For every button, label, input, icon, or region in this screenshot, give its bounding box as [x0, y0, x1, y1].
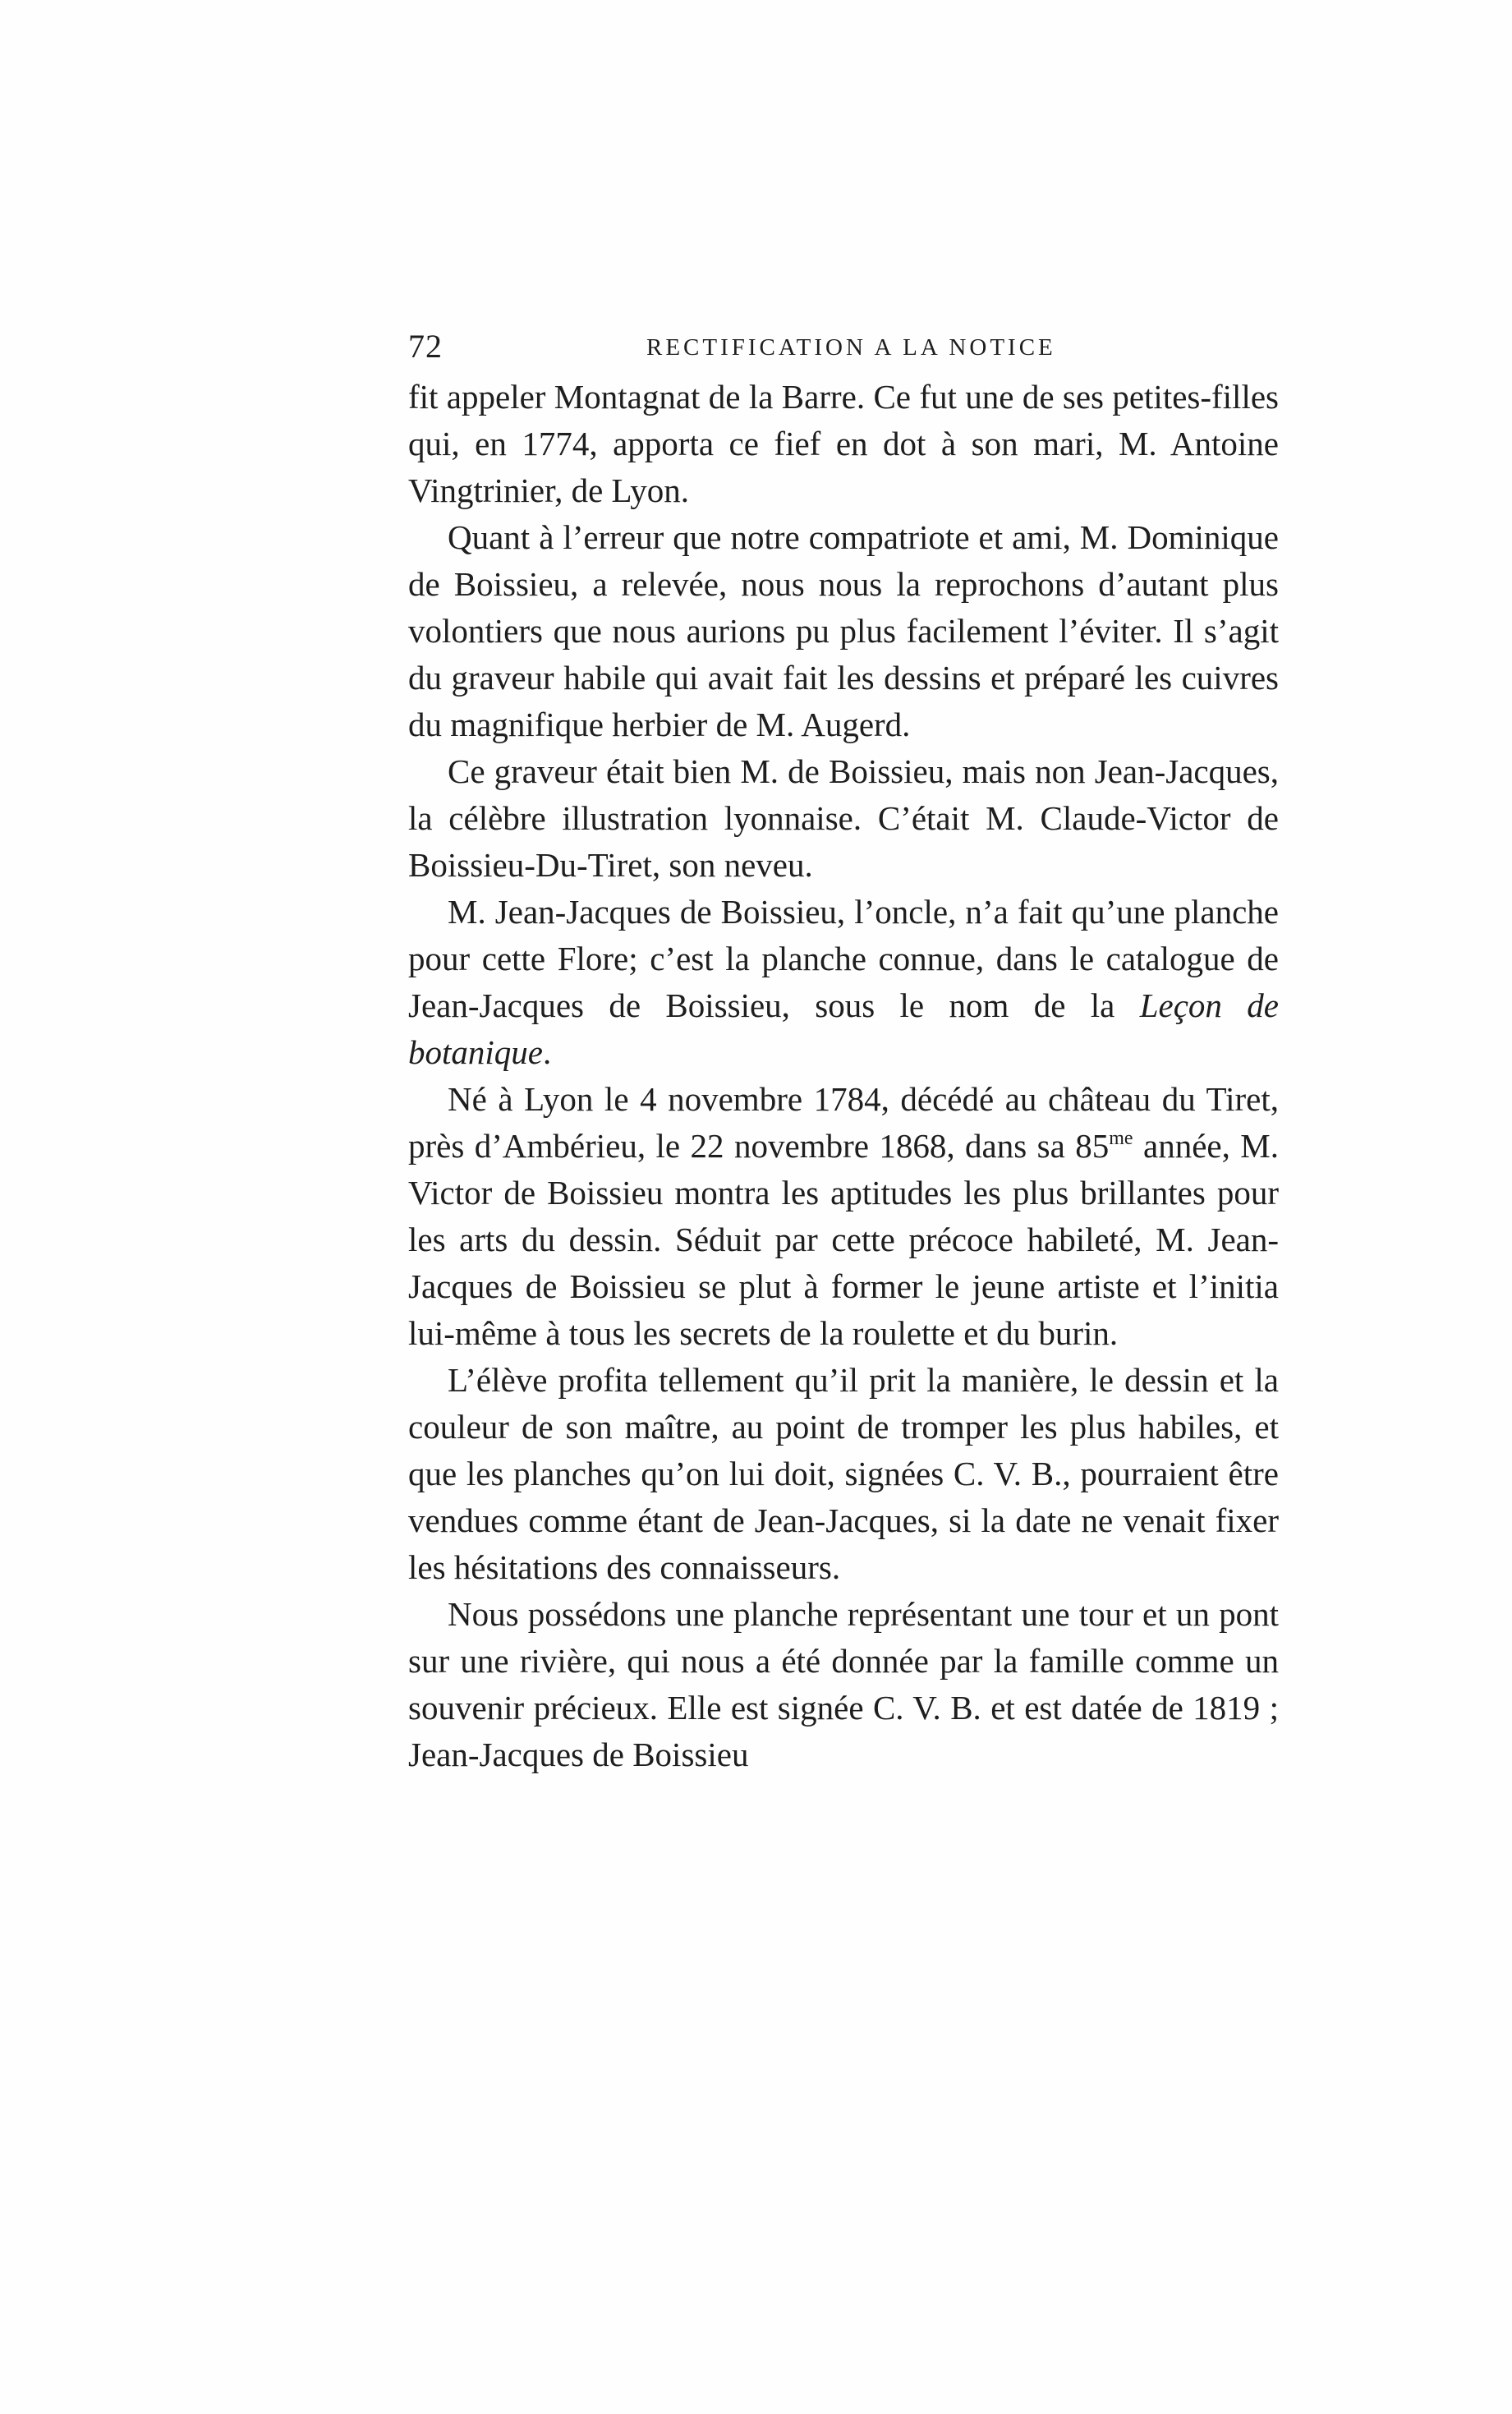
paragraph-1: fit appeler Montagnat de la Barre. Ce fut une de ses petites-filles qui, en 1774, apporta ce fief en dot à son mari, M. Antoine Vingtrinier, de Lyon.: [408, 378, 1279, 509]
paragraph-3: Ce graveur était bien M. de Boissieu, mais non Jean-Jacques, la célèbre illustration lyonnaise. C’était M. Claude-Victor de Boissieu-Du-Tiret, son neveu.: [408, 752, 1279, 884]
running-head: [408, 322, 1279, 371]
paragraph-5-rest: année, M. Victor de Boissieu montra les aptitudes les plus brillantes pour les arts du dessin. Séduit par cette précoce habileté, M. Jean-Jacques de Boissieu se plut à former le jeune artiste et l’initia lui-même à tous les secrets de la roulette et du burin.: [408, 1127, 1279, 1352]
body-text: [408, 374, 1279, 1778]
ordinal-superscript: me: [1109, 1128, 1133, 1149]
paragraph-5: [408, 1076, 1279, 1357]
running-title: RECTIFICATION A LA NOTICE: [646, 334, 1056, 361]
book-title-lecon-de-botanique: Leçon de botanique: [408, 986, 1279, 1071]
paragraph-4: [408, 889, 1279, 1076]
paragraph-5-text: Né à Lyon le 4 novembre 1784, décédé au château du Tiret, près d’Ambérieu, le 22 novembre 1868, dans sa 85: [408, 1080, 1279, 1165]
paragraph-4-text: M. Jean-Jacques de Boissieu, l’oncle, n’a fait qu’une planche pour cette Flore; c’est la planche connue, dans le catalogue de Jean-Jacques de Boissieu, sous le nom de la: [408, 893, 1279, 1024]
paragraph-2: Quant à l’erreur que notre compatriote et ami, M. Dominique de Boissieu, a relevée, nous nous la reprochons d’autant plus volontiers que nous aurions pu plus facilement l’éviter. Il s’agit du graveur habile qui avait fait les dessins et préparé les cuivres du magnifique herbier de M. Augerd.: [408, 518, 1279, 743]
paragraph-7: Nous possédons une planche représentant une tour et un pont sur une rivière, qui nous a été donnée par la famille comme un souvenir précieux. Elle est signée C. V. B. et est datée de 1819 ; Jean-Jacques de Boissieu: [408, 1595, 1279, 1773]
paragraph-4-end: .: [542, 1033, 552, 1071]
page-number: 72: [408, 328, 443, 365]
paragraph-6: L’élève profita tellement qu’il prit la manière, le dessin et la couleur de son maître, au point de tromper les plus habiles, et que les planches qu’on lui doit, signées C. V. B., pourraient être vendues comme étant de Jean-Jacques, si la date ne venait fixer les hésitations des connaisseurs.: [408, 1361, 1279, 1586]
